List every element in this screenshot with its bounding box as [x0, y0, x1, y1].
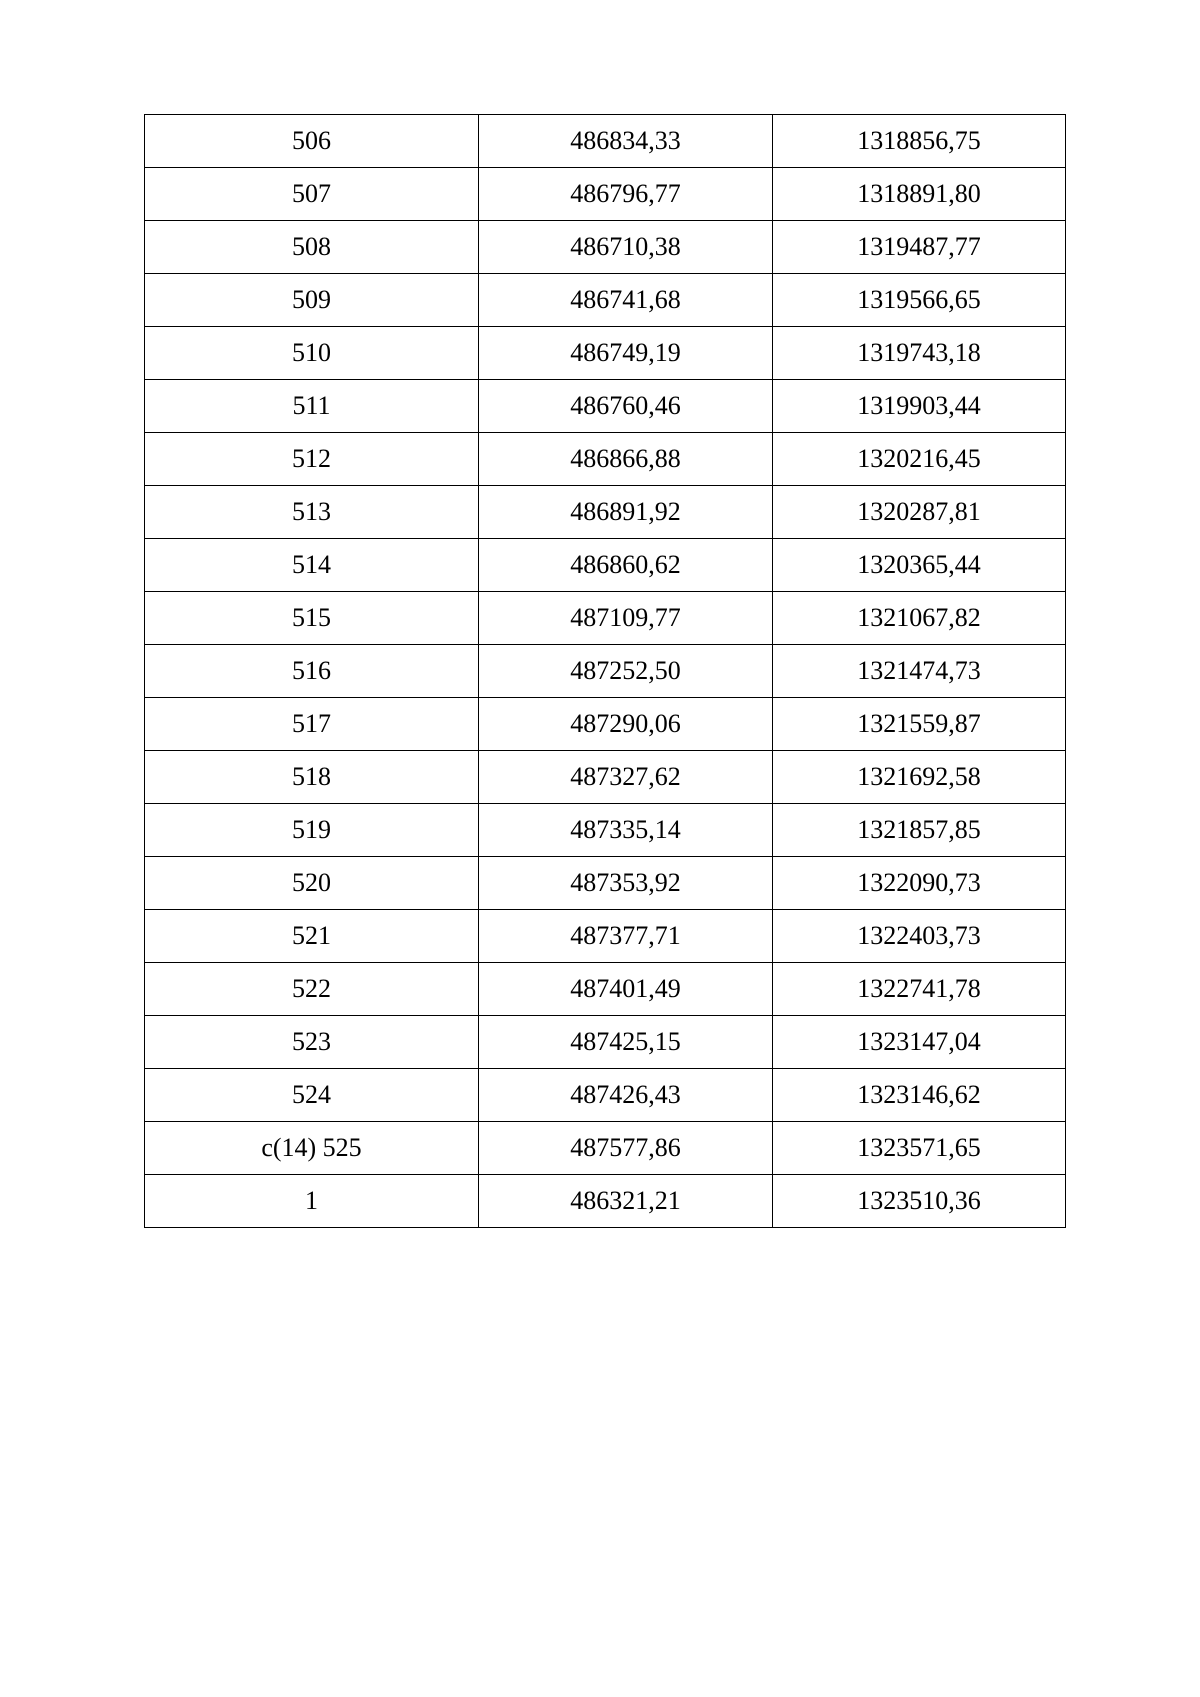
table-row: [145, 433, 1066, 486]
point-number-cell: 523: [145, 1016, 479, 1069]
x-coordinate-cell: 487577,86: [479, 1122, 773, 1175]
y-coordinate-cell: 1323510,36: [773, 1175, 1066, 1228]
y-coordinate-cell: 1323147,04: [773, 1016, 1066, 1069]
y-coordinate-cell: 1322741,78: [773, 963, 1066, 1016]
x-coordinate-cell: 486710,38: [479, 221, 773, 274]
table-row: [145, 115, 1066, 168]
y-coordinate-cell: 1323146,62: [773, 1069, 1066, 1122]
point-number-cell: 516: [145, 645, 479, 698]
y-coordinate-cell: 1322403,73: [773, 910, 1066, 963]
y-coordinate-cell: 1319566,65: [773, 274, 1066, 327]
table-row: [145, 1122, 1066, 1175]
table-row: [145, 327, 1066, 380]
y-coordinate-cell: 1321692,58: [773, 751, 1066, 804]
table-row: [145, 910, 1066, 963]
table-row: [145, 698, 1066, 751]
table-row: [145, 963, 1066, 1016]
y-coordinate-cell: 1323571,65: [773, 1122, 1066, 1175]
table-row: [145, 1016, 1066, 1069]
y-coordinate-cell: 1321067,82: [773, 592, 1066, 645]
point-number-cell: 507: [145, 168, 479, 221]
x-coordinate-cell: 486860,62: [479, 539, 773, 592]
y-coordinate-cell: 1318856,75: [773, 115, 1066, 168]
x-coordinate-cell: 486749,19: [479, 327, 773, 380]
y-coordinate-cell: 1321474,73: [773, 645, 1066, 698]
y-coordinate-cell: 1320365,44: [773, 539, 1066, 592]
table-row: [145, 751, 1066, 804]
x-coordinate-cell: 487426,43: [479, 1069, 773, 1122]
point-number-cell: 519: [145, 804, 479, 857]
point-number-cell: 517: [145, 698, 479, 751]
y-coordinate-cell: 1319743,18: [773, 327, 1066, 380]
table-row: [145, 1069, 1066, 1122]
table-row: [145, 804, 1066, 857]
x-coordinate-cell: 487335,14: [479, 804, 773, 857]
coordinates-table-body: [145, 115, 1066, 1228]
x-coordinate-cell: 487109,77: [479, 592, 773, 645]
x-coordinate-cell: 487290,06: [479, 698, 773, 751]
point-number-cell: 506: [145, 115, 479, 168]
table-row: [145, 645, 1066, 698]
point-number-cell: 513: [145, 486, 479, 539]
y-coordinate-cell: 1321857,85: [773, 804, 1066, 857]
x-coordinate-cell: 486834,33: [479, 115, 773, 168]
x-coordinate-cell: 487252,50: [479, 645, 773, 698]
x-coordinate-cell: 486796,77: [479, 168, 773, 221]
x-coordinate-cell: 487425,15: [479, 1016, 773, 1069]
point-number-cell: 515: [145, 592, 479, 645]
y-coordinate-cell: 1319487,77: [773, 221, 1066, 274]
y-coordinate-cell: 1321559,87: [773, 698, 1066, 751]
point-number-cell: 521: [145, 910, 479, 963]
point-number-cell: 518: [145, 751, 479, 804]
point-number-cell: 524: [145, 1069, 479, 1122]
point-number-cell: 520: [145, 857, 479, 910]
point-number-cell: 508: [145, 221, 479, 274]
x-coordinate-cell: 486760,46: [479, 380, 773, 433]
y-coordinate-cell: 1320287,81: [773, 486, 1066, 539]
table-row: [145, 486, 1066, 539]
x-coordinate-cell: 487401,49: [479, 963, 773, 1016]
x-coordinate-cell: 487327,62: [479, 751, 773, 804]
point-number-cell: 1: [145, 1175, 479, 1228]
x-coordinate-cell: 486321,21: [479, 1175, 773, 1228]
point-number-cell: 514: [145, 539, 479, 592]
table-row: [145, 274, 1066, 327]
x-coordinate-cell: 486866,88: [479, 433, 773, 486]
table-row: [145, 380, 1066, 433]
point-number-cell: 509: [145, 274, 479, 327]
y-coordinate-cell: 1320216,45: [773, 433, 1066, 486]
point-number-cell: 511: [145, 380, 479, 433]
point-number-cell: 510: [145, 327, 479, 380]
coordinates-table: [144, 114, 1066, 1228]
table-row: [145, 857, 1066, 910]
y-coordinate-cell: 1319903,44: [773, 380, 1066, 433]
table-row: [145, 592, 1066, 645]
table-row: [145, 168, 1066, 221]
point-number-cell: 512: [145, 433, 479, 486]
table-row: [145, 221, 1066, 274]
point-number-cell: 522: [145, 963, 479, 1016]
y-coordinate-cell: 1318891,80: [773, 168, 1066, 221]
x-coordinate-cell: 486741,68: [479, 274, 773, 327]
table-row: [145, 1175, 1066, 1228]
x-coordinate-cell: 487353,92: [479, 857, 773, 910]
y-coordinate-cell: 1322090,73: [773, 857, 1066, 910]
x-coordinate-cell: 487377,71: [479, 910, 773, 963]
x-coordinate-cell: 486891,92: [479, 486, 773, 539]
point-number-cell: c(14) 525: [145, 1122, 479, 1175]
table-row: [145, 539, 1066, 592]
